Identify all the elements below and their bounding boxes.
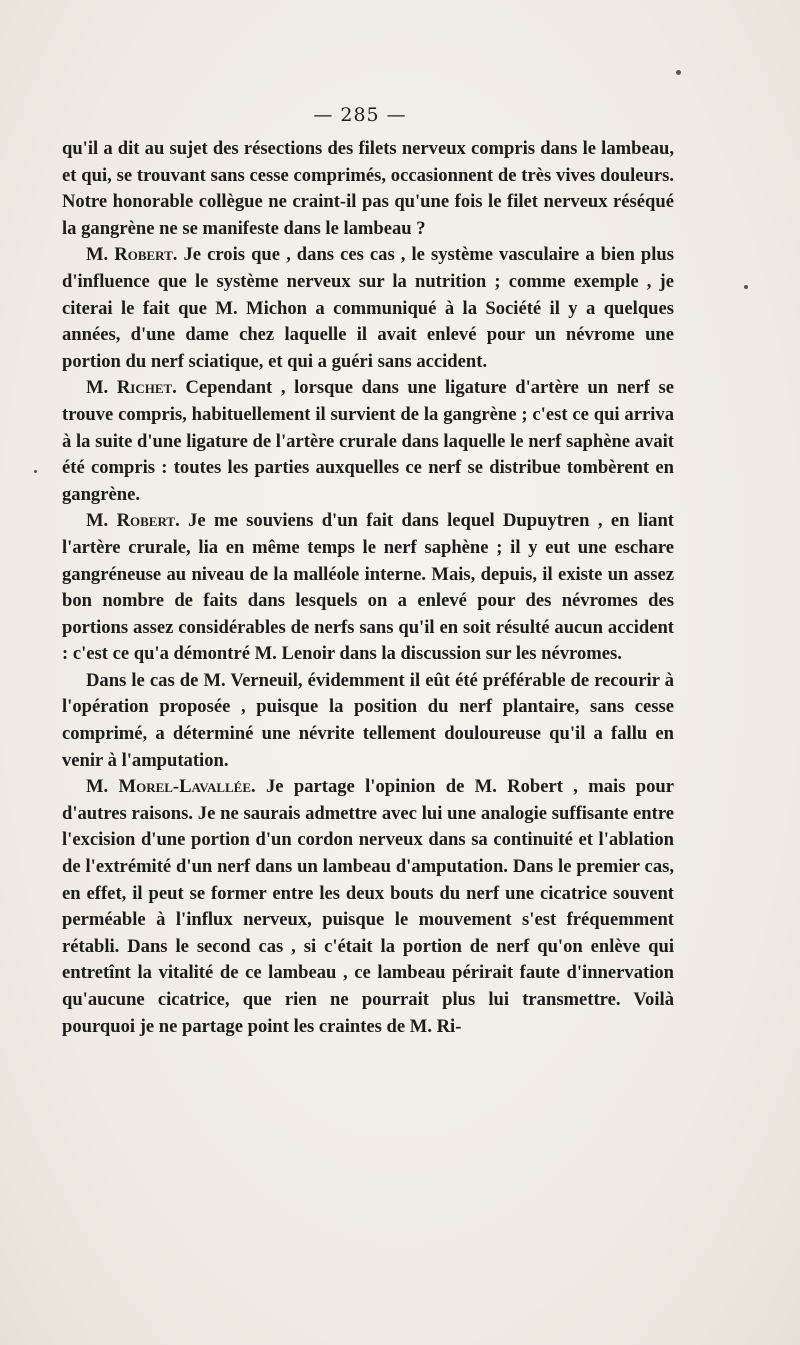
- paragraph-text: . Je partage l'opinion de M. Robert , mais pour d'autres raisons. Je ne saurais admettre avec lui une analogie suffisante entre l'excision d'une portion d'un cordon nerveux dans sa continuité et l'ablation de l'extrémité d'un nerf dans un lambeau d'amputation. Dans le premier cas, en effet, il peut se former entre les deux bouts du nerf une cicatrice souvent perméable à l'influx nerveux, puisque le mouvement s'est fréquemment rétabli. Dans le second cas , si c'était la portion de nerf qu'on enlève qui entretînt la vitalité de ce lambeau , ce lambeau périrait faute d'innervation qu'aucune cicatrice, que rien ne pourrait plus lui transmettre. Voilà pourquoi je ne partage point les craintes de M. Ri-: [62, 776, 674, 1037]
- paragraph: [62, 668, 674, 774]
- paragraph: [62, 774, 674, 1040]
- body-text: [62, 136, 674, 1040]
- speaker-prefix: M.: [86, 377, 117, 399]
- speaker-name: Morel-Lavallée: [118, 776, 252, 798]
- paragraph-text: qu'il a dit au sujet des résections des filets nerveux compris dans le lambeau, et qui, se trouvant sans cesse comprimés, occasionnent de très vives douleurs. Notre honorable collègue ne craint-il pas qu'une fois le filet nerveux réséqué la gangrène ne se manifeste dans le lambeau ?: [62, 138, 674, 239]
- paragraph: [62, 136, 674, 242]
- paragraph: [62, 508, 674, 668]
- speaker-prefix: M.: [86, 776, 119, 798]
- speaker-name: Richet: [116, 377, 173, 399]
- ink-speck: [34, 470, 37, 473]
- paragraph-text: Dans le cas de M. Verneuil, évidemment il eût été préférable de recourir à l'opération proposée , puisque la position du nerf plantaire, sans cesse comprimé, a déterminé une névrite tellement douloureuse qu'il a fallu en venir à l'amputation.: [62, 669, 674, 771]
- speaker-prefix: M.: [86, 510, 117, 532]
- paragraph-text: . Je me souviens d'un fait dans lequel Dupuytren , en liant l'artère crurale, lia en même temps le nerf saphène ; il y eut une eschare gangréneuse au niveau de la malléole interne. Mais, depuis, il existe un assez bon nombre de faits dans lesquels on a enlevé pour des névromes des portions assez considérables de nerfs sans qu'il en soit résulté aucun accident : c'est ce qu'a démontré M. Lenoir dans la discussion sur les névromes.: [62, 510, 674, 665]
- page-number: — 285 —: [313, 104, 407, 126]
- ink-speck: [676, 70, 681, 75]
- ink-speck: [744, 285, 748, 289]
- paragraph-text: . Cependant , lorsque dans une ligature d'artère un nerf se trouve compris, habituellement il survient de la gangrène ; c'est ce qui arriva à la suite d'une ligature de l'artère crurale dans laquelle le nerf saphène avait été compris : toutes les parties auxquelles ce nerf se distribue tombèrent en gangrène.: [62, 377, 674, 505]
- speaker-prefix: M.: [86, 244, 115, 266]
- paragraph-text: . Je crois que , dans ces cas , le système vasculaire a bien plus d'influence que le système nerveux sur la nutrition ; comme exemple , je citerai le fait que M. Michon a communiqué à la Société il y a quelques années, d'une dame chez laquelle il avait enlevé pour un névrome une portion du nerf sciatique, et qui a guéri sans accident.: [62, 244, 674, 372]
- speaker-name: Robert: [116, 510, 176, 532]
- speaker-name: Robert: [114, 244, 173, 266]
- paragraph: [62, 242, 674, 375]
- paragraph: [62, 375, 674, 508]
